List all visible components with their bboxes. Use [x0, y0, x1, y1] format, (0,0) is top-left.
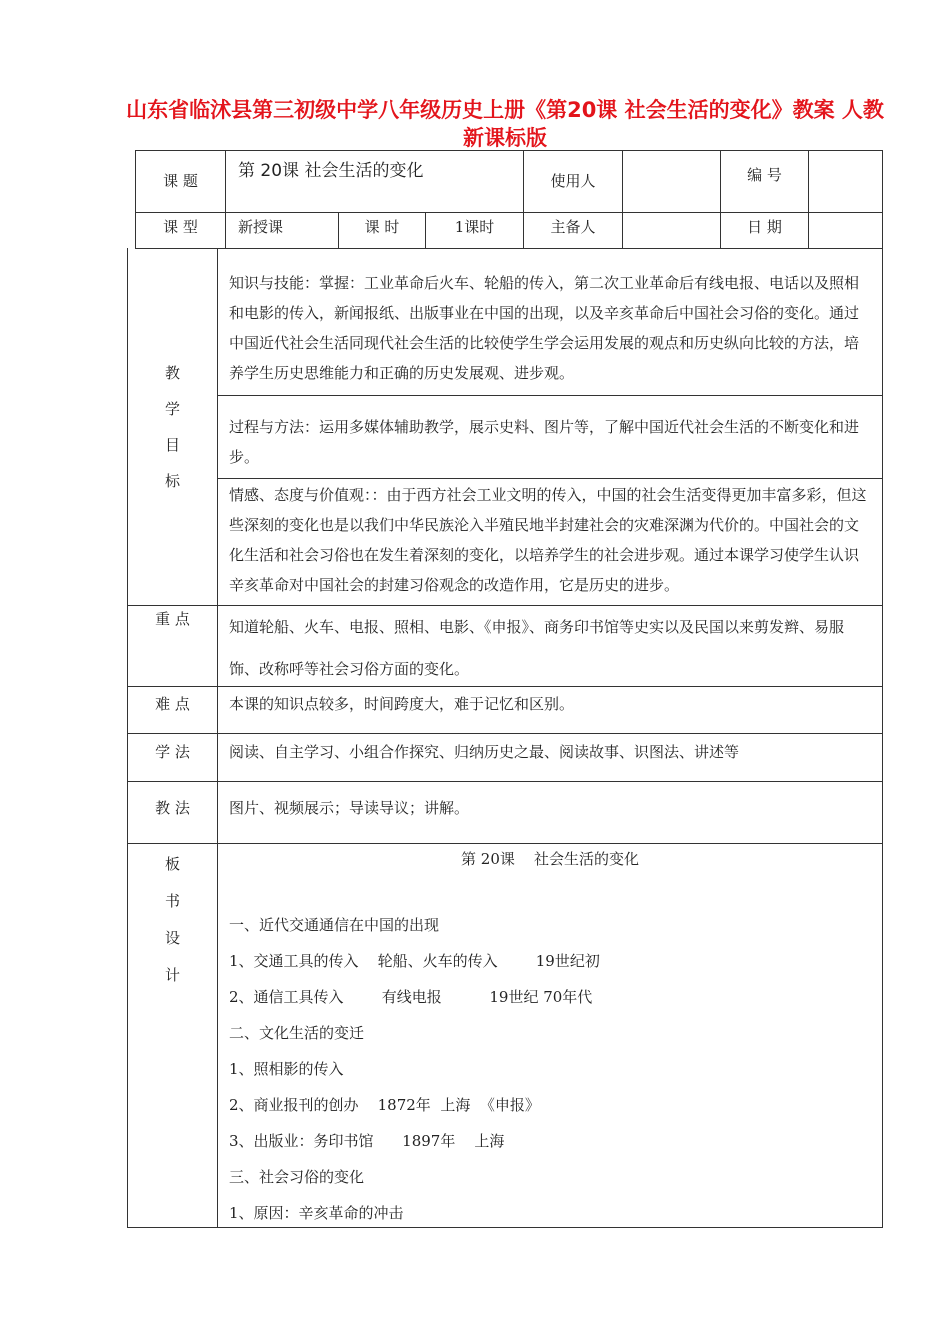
- table-border: [217, 395, 882, 396]
- difficulty-label: 难 点: [155, 695, 190, 713]
- board-label-char: 设: [164, 929, 180, 947]
- objectives-label: [128, 355, 217, 499]
- objectives-label-char: 教: [164, 364, 180, 382]
- table-border: [127, 733, 882, 734]
- teach-method-label: 教 法: [155, 799, 190, 817]
- objective-emotion: 情感、态度与价值观：：由于西方社会工业文明的传入，中国的社会生活变得更加丰富多彩，但这些深刻的变化也是以我们中华民族沦入半殖民地半封建社会的灾难深渊为代价的。中国社会的文化生活和社会习俗也在发生着深刻的变化，以培养学生的社会进步观。通过本课学习使学生认识辛亥革命对中国社会的封建习俗观念的改造作用，它是历史的进步。: [229, 486, 867, 594]
- hours-label: 课 时: [364, 218, 400, 236]
- board-line: 三、社会习俗的变化: [229, 1168, 365, 1186]
- board-line: 1、原因：辛亥革命的冲击: [229, 1204, 404, 1222]
- table-border: [135, 212, 882, 213]
- board-line: 1、照相影的传入: [229, 1060, 344, 1078]
- objectives-label-char: 学: [164, 400, 180, 418]
- user-label: 使用人: [550, 172, 596, 190]
- table-border: [225, 150, 226, 248]
- study-method-label: 学 法: [155, 743, 190, 761]
- board-line: 一、近代交通通信在中国的出现: [229, 916, 440, 934]
- board-label-char: 书: [164, 892, 180, 910]
- date-label: 日 期: [747, 218, 782, 236]
- hours-value: 1课时: [454, 218, 495, 236]
- topic-value: 第 20课 社会生活的变化: [238, 161, 424, 181]
- table-border: [217, 478, 882, 479]
- board-label-char: 板: [164, 855, 180, 873]
- objective-knowledge: 知识与技能：掌握：工业革命后火车、轮船的传入，第二次工业革命后有线电报、电话以及照相和电影的传入，新闻报纸、出版事业在中国的出现，以及辛亥革命后中国社会习俗的变化。通过中国近代社会生活同现代社会生活的比较使学生学会运用发展的观点和历史纵向比较的方法，培养学生历史思维能力和正确的历史发展观、进步观。: [229, 274, 860, 382]
- objective-process: 过程与方法：运用多媒体辅助教学，展示史料、图片等，了解中国近代社会生活的不断变化和进步。: [229, 418, 860, 466]
- objectives-label-char: 目: [164, 436, 180, 454]
- key-points-text: 知道轮船、火车、电报、照相、电影、《申报》、商务印书馆等史实以及民国以来剪发辫、易服饰、改称呼等社会习俗方面的变化。: [229, 618, 845, 678]
- objectives-label-char: 标: [164, 472, 180, 490]
- difficulty-text: 本课的知识点较多，时间跨度大，难于记忆和区别。: [229, 695, 575, 713]
- number-label: 编 号: [747, 166, 782, 184]
- table-border: [882, 248, 883, 1228]
- table-border: [808, 150, 809, 248]
- board-lines: [229, 907, 872, 1231]
- document-title: 山东省临沭县第三初级中学八年级历史上册《第20课 社会生活的变化》教案 人教新课标版: [126, 98, 884, 150]
- table-border: [127, 781, 882, 782]
- board-line: 1、交通工具的传入 轮船、火车的传入 19世纪初: [229, 952, 600, 970]
- table-border: [622, 150, 623, 248]
- key-points-label: 重 点: [155, 610, 190, 628]
- table-border: [135, 150, 882, 151]
- board-line: 3、出版业：务印书馆 1897年 上海: [229, 1132, 505, 1150]
- topic-label: 课 题: [163, 172, 198, 190]
- board-line: 二、文化生活的变迁: [229, 1024, 365, 1042]
- table-border: [127, 843, 882, 844]
- board-line: 2、商业报刊的创办 1872年 上海 《申报》: [229, 1096, 540, 1114]
- study-method-text: 阅读、自主学习、小组合作探究、归纳历史之最、阅读故事、识图法、讲述等: [229, 743, 740, 761]
- preparer-label: 主备人: [550, 218, 596, 236]
- table-border: [882, 150, 883, 248]
- type-value: 新授课: [238, 218, 284, 236]
- teach-method-text: 图片、视频展示；导读导议；讲解。: [229, 799, 470, 817]
- board-label: [128, 846, 217, 994]
- board-line: 2、通信工具传入 有线电报 19世纪 70年代: [229, 988, 593, 1006]
- table-border: [135, 248, 882, 249]
- board-label-char: 计: [164, 966, 180, 984]
- board-title: 第 20课 社会生活的变化: [461, 850, 639, 868]
- type-label: 课 型: [163, 218, 198, 236]
